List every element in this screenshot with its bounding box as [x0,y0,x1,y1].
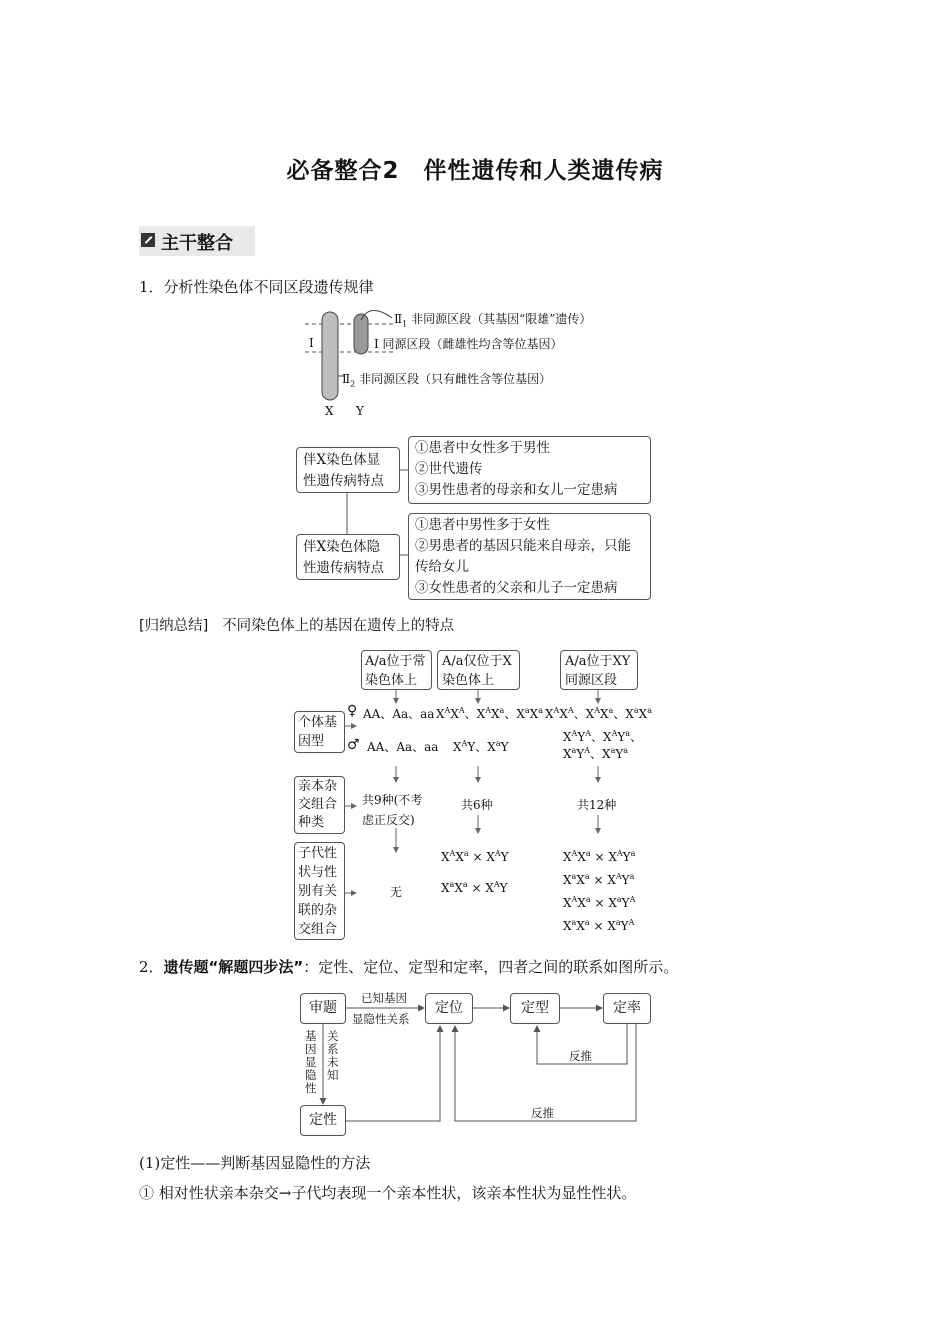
i-region-label: Ⅰ 同源区段（雌雄性均含等位基因） [374,337,563,351]
flow-known-1: 已知基因 [361,991,407,1005]
male-symbol: ♂ [347,737,360,753]
ii2-label: $Ⅱ_2$ 非同源区段（只有雌性含等位基因） [342,372,552,389]
step-dingwei: 定位 [425,993,473,1024]
page-title: 必备整合2 伴性遗传和人类遗传病 [286,158,664,184]
dominant-point: ②世代遗传 [415,461,483,477]
section-label: 主干整合 [161,233,233,254]
table-col-xy: A/a位于XY同源区段 [560,650,638,690]
table-col-autosomal: A/a位于常染色体上 [361,650,432,690]
x-label: X [325,404,334,418]
step-dingxing: 定型 [510,993,560,1024]
c2-female-genotypes: $X^AX^A$、$X^AX^a$、$X^aX^a$ [436,706,543,721]
step-dingxing-left: 定性 [300,1105,346,1136]
item2-heading: 2．遗传题“解题四步法”：定性、定位、定型和定率，四者之间的联系如图所示。 [139,958,679,976]
dominant-point: ③男性患者的母亲和女儿一定患病 [415,482,618,498]
recessive-point: ①患者中男性多于女性 [415,517,550,533]
step-dinglv: 定率 [603,993,651,1024]
summary-text: 不同染色体上的基因在遗传上的特点 [222,618,455,634]
c3-linked-4: $X^aX^a \times X^aY^A$ [563,918,635,933]
table-row-genotype: 个体基因型 [294,711,345,753]
y-label: Y [356,404,364,418]
c3-female-genotypes: $X^AX^A$、$X^AX^a$、$X^aX^a$ [545,706,652,721]
i-label: Ⅰ [309,336,314,350]
flow-fantui-2: 反推 [531,1106,554,1120]
flow-left-vert: 基因显隐性 [305,1029,317,1095]
c2-male-genotypes: $X^AY$、$X^aY$ [453,739,509,754]
point1: ① 相对性状亲本杂交→子代均表现一个亲本性状，该亲本性状为显性性状。 [139,1184,637,1202]
c1-combo-count: 共9种(不考虑正反交) [362,793,423,827]
female-symbol: ♀ [347,703,358,719]
recessive-point: ③女性患者的父亲和儿子一定患病 [415,580,618,596]
c2-combo-count: 共6种 [461,798,493,812]
c3-male-genotypes-2: $X^aY^A$、$X^aY^a$ [563,746,629,761]
table-col-x-only: A/a仅位于X染色体上 [437,650,520,690]
dominant-point: ①患者中女性多于男性 [415,440,550,456]
c3-combo-count: 共12种 [577,798,617,812]
c1-male-genotypes: AA、Aa、aa [367,740,439,754]
ii1-label: $Ⅱ_1$ 非同源区段（其基因“限雄”遗传） [394,312,592,329]
sub1-heading: (1)定性——判断基因显隐性的方法 [139,1154,371,1172]
flow-known-2: 显隐性关系 [352,1012,410,1026]
c2-linked-1: $X^AX^a \times X^AY$ [441,849,509,864]
table-row-combos: 亲本杂交组合种类 [294,776,345,834]
c1-linked: 无 [390,885,403,899]
recessive-label-box: 伴X染色体隐性遗传病特点 [296,534,400,580]
c3-linked-1: $X^AX^a \times X^AY^a$ [563,849,636,864]
c2-linked-2: $X^aX^a \times X^AY$ [441,880,508,895]
table-row-linked: 子代性状与性别有关联的杂交组合 [294,842,345,940]
dominant-label-box: 伴X染色体显性遗传病特点 [296,447,400,493]
flow-right-vert: 关系未知 [327,1029,339,1082]
c3-linked-2: $X^aX^a \times X^AY^a$ [563,872,635,887]
step-shenti: 审题 [300,993,346,1024]
c1-female-genotypes: AA、Aa、aa [363,707,435,721]
summary-tag: [归纳总结] [139,618,209,634]
c3-linked-3: $X^AX^a \times X^aY^A$ [563,895,636,910]
c3-male-genotypes-1: $X^AY^A$、$X^AY^a$、 [563,729,643,744]
item1-heading: 1．分析性染色体不同区段遗传规律 [139,278,374,296]
recessive-point: ②男患者的基因只能来自母亲，只能传给女儿 [415,538,631,575]
flow-fantui-1: 反推 [569,1049,592,1063]
